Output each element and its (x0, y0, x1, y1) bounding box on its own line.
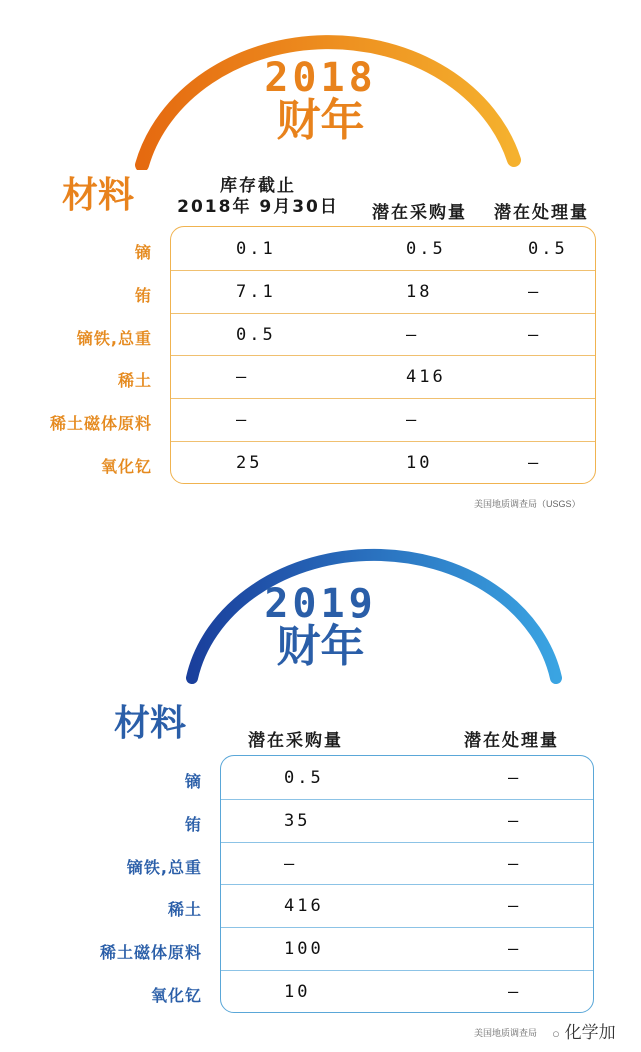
disposal-value: — (508, 853, 522, 874)
row-divider (221, 799, 593, 800)
row-divider (171, 355, 595, 356)
disposal-value: — (508, 810, 522, 831)
row-divider (221, 884, 593, 885)
purchase-value: — (406, 324, 420, 345)
row-divider (221, 970, 593, 971)
material-label: 稀土磁体原料 (49, 414, 152, 434)
wechat-icon: ○ (552, 1026, 560, 1041)
disposal-value: — (508, 768, 522, 788)
material-label: 稀土 (167, 900, 202, 920)
material-label: 镝 (134, 243, 152, 262)
year-2019: 2019 (264, 581, 377, 627)
purchase-value: 100 (284, 939, 324, 960)
stock-value: — (236, 367, 250, 388)
row-divider (171, 313, 595, 314)
row-divider (171, 441, 595, 442)
purchase-value: 0.5 (406, 239, 446, 259)
material-label: 铕 (134, 285, 152, 305)
disposal-value: — (528, 281, 542, 302)
purchase-value: 0.5 (284, 768, 324, 788)
source-2018: 美国地质调查局（USGS） (474, 499, 581, 509)
disposal-value: — (508, 982, 522, 1002)
material-label: 稀土磁体原料 (99, 943, 202, 963)
disposal-value: 0.5 (528, 239, 568, 259)
stock-value: — (236, 410, 250, 431)
col-stock-line1: 库存截止 (220, 176, 296, 196)
row-divider (221, 842, 593, 843)
materials-title-2019: 材料 (114, 703, 187, 744)
purchase-value: 10 (284, 982, 311, 1002)
material-label: 镝铁,总重 (76, 328, 152, 348)
row-divider (221, 927, 593, 928)
purchase-value: 35 (284, 810, 311, 831)
col-disposal-2018: 潜在处理量 (494, 203, 589, 223)
stock-value: 0.1 (236, 239, 276, 259)
stock-value: 25 (236, 453, 263, 473)
disposal-value: — (528, 324, 542, 345)
brand-label: 化学加 (564, 1023, 616, 1042)
material-label: 稀土 (117, 371, 152, 391)
materials-title-2018: 材料 (62, 175, 135, 216)
material-label: 氧化钇 (100, 457, 152, 476)
purchase-value: — (406, 410, 420, 431)
purchase-value: 10 (406, 453, 433, 473)
material-label: 氧化钇 (150, 986, 202, 1005)
row-divider (171, 270, 595, 271)
purchase-value: — (284, 853, 298, 874)
col-disposal-2019: 潜在处理量 (464, 731, 559, 751)
brand-2019 (552, 1018, 616, 1043)
stock-value: 0.5 (236, 324, 276, 345)
col-stock-2018 (170, 176, 346, 218)
disposal-value: — (508, 896, 522, 917)
material-label: 铕 (184, 814, 202, 834)
year-2018: 2018 (264, 55, 377, 101)
material-label: 镝铁,总重 (126, 857, 202, 877)
fiscal-year-2019: 财年 (276, 621, 365, 672)
stock-value: 7.1 (236, 281, 276, 302)
disposal-value: — (528, 453, 542, 473)
row-divider (171, 398, 595, 399)
col-stock-line2: 2018年 9月30日 (177, 197, 339, 217)
disposal-value: — (508, 939, 522, 960)
purchase-value: 416 (406, 367, 446, 388)
purchase-value: 416 (284, 896, 324, 917)
purchase-value: 18 (406, 281, 433, 302)
col-purchase-2018: 潜在采购量 (372, 203, 467, 223)
source-2019: 美国地质调查局 (474, 1028, 538, 1038)
col-purchase-2019: 潜在采购量 (248, 731, 343, 751)
material-label: 镝 (184, 772, 202, 791)
fiscal-year-2018: 财年 (276, 95, 365, 146)
